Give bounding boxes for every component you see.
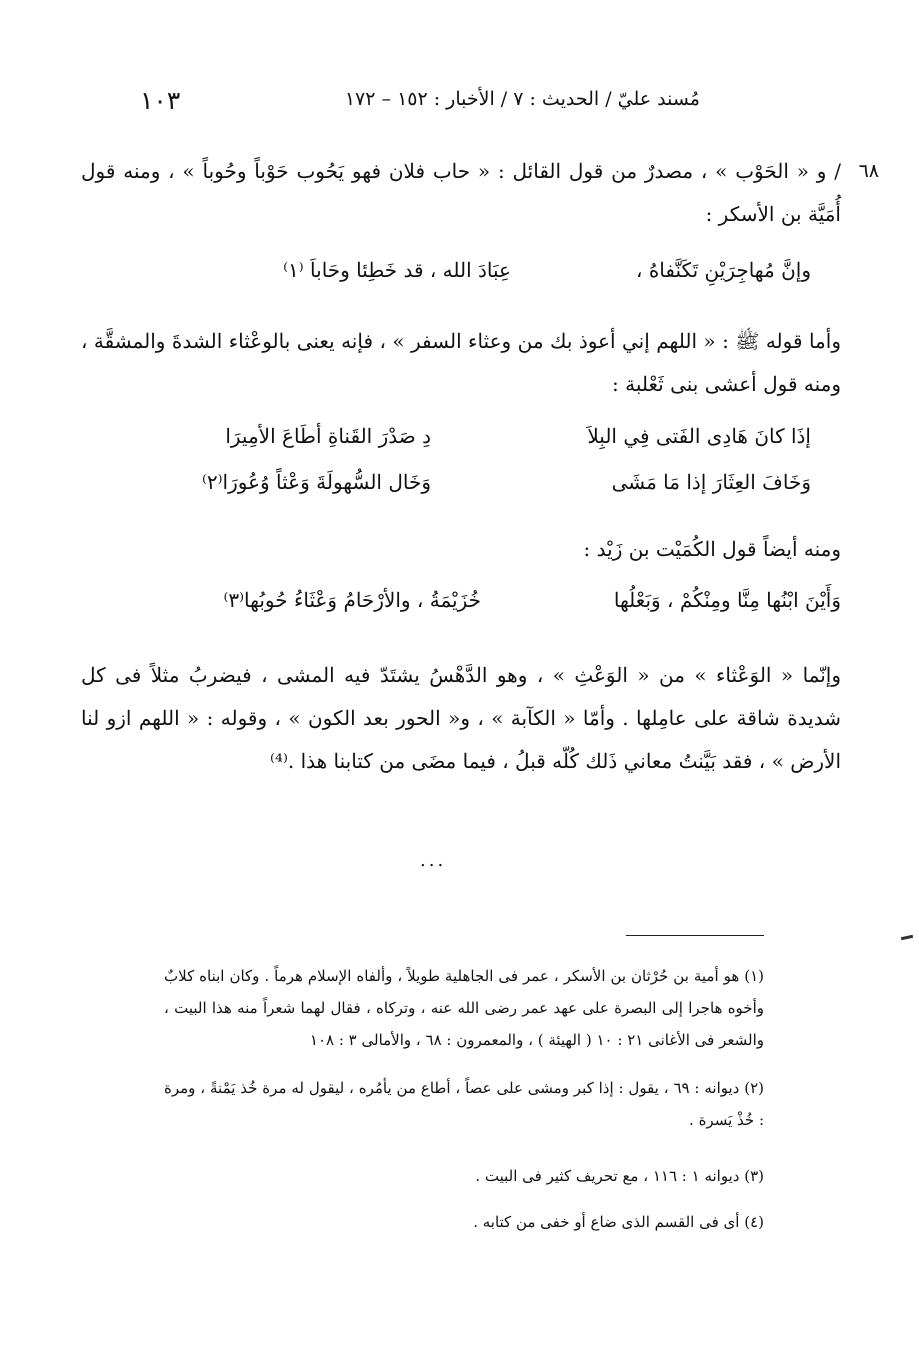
- verse-second-hemistich: وَخَال السُّهولَةَ وَعْثاً وُعُورَا⁽٢⁾: [201, 470, 431, 494]
- verse-second-hemistich: دِ صَدْرَ القَناةِ أطَاعَ الأمِيرَا: [225, 424, 431, 448]
- footnote: (١) هو أمية بن حُرْثان بن الأسكر ، عمر فى الجاهلية طويلاً ، وألفاه الإسلام هرماً . وكان ابناه كلابٌ وأخوه هاجرا إلى البصرة على عهد عمر رضى الله عنه ، وتركاه ، فقال لهما شعراً منه هذا البيت ، والشعر فى الأغانى ٢١ : ١٠ ( الهيئة ) ، والمعمرون : ٦٨ ، والأمالى ٣ : ١٠٨: [164, 967, 764, 1049]
- verse-first-hemistich: إذَا كانَ هَادِى الفَتى فِي البِلاَ: [587, 424, 811, 448]
- verse-second-hemistich: عِبَادَ الله ، قد خَطِئا وحَاباَ ⁽١⁾: [283, 258, 511, 282]
- paragraph: وأما قوله ﷺ : « اللهم إني أعوذ بك من وعثاء السفر » ، فإنه يعنى بالوعْثاء الشدةَ والمشقَّة ، ومنه قول أعشى بنى ثَعْلبة :: [81, 329, 841, 396]
- page-header: [140, 82, 700, 122]
- paragraph: وإنّما « الوَعْثاء » من « الوَعْثِ » ، وهو الدَّهْسُ يشتَدّ فيه المشى ، فيضربُ مثلاً فى كل شديدة شاقة على عامِلها . وأمّا « الكآبة » ، و« الحور بعد الكون » ، وقوله : « اللهم ازو لنا الأرض » ، فقد بَيَّنتُ معاني ذَلك كُلّه قبلُ ، فيما مضَى من كتابنا هذا .⁽⁴⁾: [81, 663, 841, 773]
- verse-first-hemistich: وَخَافَ العِثَارَ إذا مَا مَشَى: [611, 470, 811, 494]
- verse-first-hemistich: وإنَّ مُهاجِرَيْنِ تَكَنَّفاهُ ،: [636, 258, 811, 282]
- footnote: (٢) ديوانه : ٦٩ ، يقول : إذا كبر ومشى على عصاً ، أطاع من يأمُره ، ليقول له مرة خُذ يَمْنةً ، ومرة : خُذْ يَسرة .: [164, 1079, 764, 1129]
- verse-line: [81, 470, 841, 510]
- footnote: (٤) أى فى القسم الذى ضاع أو خفى من كتابه .: [473, 1213, 764, 1231]
- paragraph: ومنه أيضاً قول الكُمَيْت بن زَيْد :: [583, 537, 841, 561]
- verse-second-hemistich: خُزَيْمَةُ ، والأرْحَامُ وَعْثَاءُ حُوبُها⁽٣⁾: [223, 588, 481, 612]
- footnote: (٣) ديوانه ١ : ١١٦ ، مع تحريف كثير فى البيت .: [475, 1167, 764, 1185]
- verse-line: [81, 258, 841, 298]
- page-number: ١٠٣: [140, 86, 181, 115]
- margin-number: ٦٨: [858, 160, 879, 182]
- verse-first-hemistich: وَأَيْنَ ابْنُها مِنَّا ومِنْكُمْ ، وَبَعْلُها: [613, 588, 841, 612]
- footnote-divider: [626, 935, 764, 936]
- paragraph: / و « الحَوْب » ، مصدرٌ من قول القائل : « حاب فلان فهو يَحُوب حَوْباً وحُوباً » ، ومنه قول أُمَيَّة بن الأسكر :: [81, 159, 841, 226]
- section-separator: ...: [420, 850, 447, 871]
- verse-line: [81, 424, 841, 464]
- running-title: مُسند عليّ / الحديث : ٧ / الأخبار : ١٥٢ – ١٧٢: [344, 88, 700, 110]
- scan-mark: [901, 935, 913, 940]
- verse-line: [81, 588, 841, 628]
